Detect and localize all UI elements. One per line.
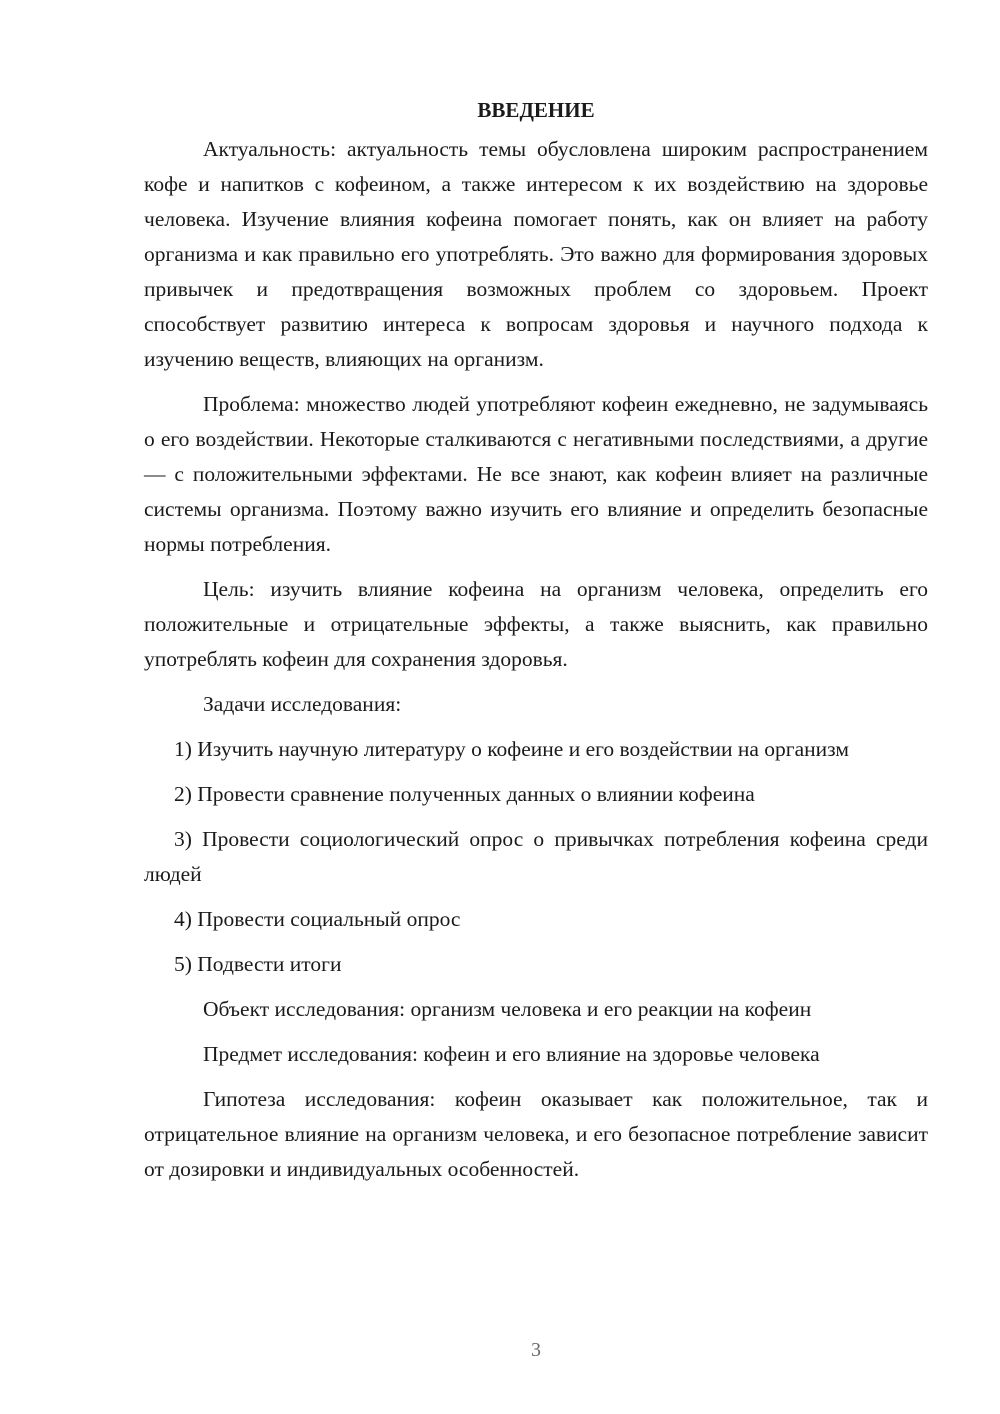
task-item-5: 5) Подвести итоги — [174, 952, 342, 976]
page-content — [144, 92, 928, 1197]
section-title: ВВЕДЕНИЕ — [477, 98, 595, 122]
research-hypothesis: Гипотеза исследования: кофеин оказывает как положительное, так и отрицательное влияние на организм человека, и его безопасное потребление зависит от дозировки и индивидуальных особенностей. — [144, 1087, 928, 1181]
task-item-3: 3) Провести социологический опрос о привычках потребления кофеина среди людей — [144, 827, 928, 886]
tasks-heading: Задачи исследования: — [203, 692, 402, 716]
task-item-4: 4) Провести социальный опрос — [174, 907, 461, 931]
research-subject: Предмет исследования: кофеин и его влияние на здоровье человека — [203, 1042, 820, 1066]
relevance-paragraph: Актуальность: актуальность темы обусловлена широким распространением кофе и напитков с кофеином, а также интересом к их воздействию на здоровье человека. Изучение влияния кофеина помогает понять, как он влияет на работу организма и как правильно его употреблять. Это важно для формирования здоровых привычек и предотвращения возможных проблем со здоровьем. Проект способствует развитию интереса к вопросам здоровья и научного подхода к изучению веществ, влияющих на организм. — [144, 137, 928, 371]
research-object: Объект исследования: организм человека и его реакции на кофеин — [203, 997, 812, 1021]
task-item-1: 1) Изучить научную литературу о кофеине и его воздействии на организм — [174, 737, 849, 761]
task-item-2: 2) Провести сравнение полученных данных о влиянии кофеина — [174, 782, 755, 806]
problem-paragraph: Проблема: множество людей употребляют кофеин ежедневно, не задумываясь о его воздействии. Некоторые сталкиваются с негативными последствиями, а другие — с положительными эффектами. Не все знают, как кофеин влияет на различные системы организма. Поэтому важно изучить его влияние и определить безопасные нормы потребления. — [144, 392, 928, 556]
goal-paragraph: Цель: изучить влияние кофеина на организм человека, определить его положительные и отрицательные эффекты, а также выяснить, как правильно употреблять кофеин для сохранения здоровья. — [144, 577, 928, 671]
page-number: 3 — [531, 1339, 541, 1361]
